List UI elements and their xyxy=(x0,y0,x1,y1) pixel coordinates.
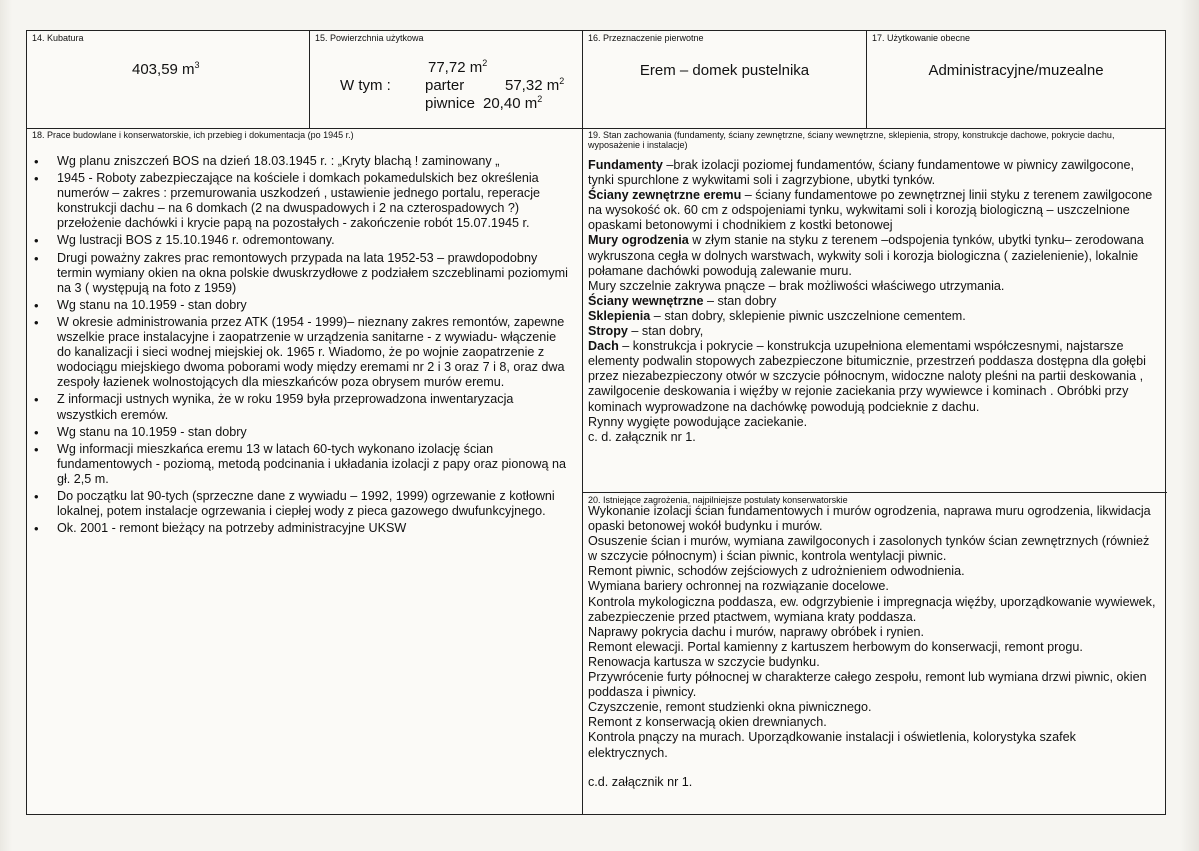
list-item: • Do początku lat 90-tych (sprzeczne dane z wywiadu – 1992, 1999) ogrzewanie z kotłowni lokalnej, potem instalacje ogrzewania i ciepłej wody z pieca gazowego dwufunkcyjnego. xyxy=(57,489,573,519)
list-item: Wykonanie izolacji ścian fundamentowych i murów ogrodzenia, naprawa muru ogrodzenia, likwidacja opaski betonowej wokół budynku i murów. xyxy=(588,504,1151,534)
list-item: • Drugi poważny zakres prac remontowych przypada na lata 1952-53 – prawdopodobny termin wymiany okien na okna polskie dwuskrzydłowe z podziałem szczeblinami poziomymi na 3 ( występują na foto z 1959) xyxy=(57,251,573,296)
conservation-record-form xyxy=(26,30,1166,815)
para-sklepienia: Sklepienia – stan dobry, sklepienie piwnic uszczelnione cementem. xyxy=(588,308,966,323)
section-20-label: 20. Istniejące zagrożenia, najpilniejsze postulaty konserwatorskie xyxy=(588,495,848,505)
cell-powierzchnia xyxy=(310,31,583,128)
para-stropy: Stropy – stan dobry, xyxy=(588,324,704,339)
list-item: Osuszenie ścian i murów, wymiana zawilgoconych i zasolonych tynków ścian zewnętrznych (również w szczycie północnym) i ścian piwnic, kontrola wentylacji piwnic. xyxy=(588,534,1150,564)
section-20-cd: c.d. załącznik nr 1. xyxy=(588,774,693,789)
cell-przeznaczenie xyxy=(583,31,867,128)
para-dach: Dach – konstrukcja i pokrycie – konstrukcja uzupełniona elementami współczesnymi, najstarsze elementy podwalin stopowych zabezpieczone bitumicznie, przestrzeń poddasza dostępna dla gołębi przez niezabezpieczony otwór w szczycie północnym, widoczne naloty pleśni na partii deskowania , zawilgocenie deskowania i więźby w rejonie zaciekania przy wywiewce i kominach . Obróbki przy kominach wyprowadzone na dachówkę powodują podcieknie z dachu. xyxy=(588,339,1146,414)
list-item: • Wg stanu na 10.1959 - stan dobry xyxy=(57,298,573,313)
para-rynny: Rynny wygięte powodujące zaciekanie. xyxy=(588,414,808,429)
list-item: Wymiana bariery ochronnej na rozwiązanie docelowe. xyxy=(588,579,889,594)
section-19-stan xyxy=(583,128,1167,493)
para-cd: c. d. załącznik nr 1. xyxy=(588,429,696,444)
value-powierzchnia-total: 77,72 $m^2$ xyxy=(428,58,488,76)
section-18-prace xyxy=(27,128,583,814)
list-item: • Wg informacji mieszkańca eremu 13 w latach 60-tych wykonano izolację ścian fundamentowych - poziomą, metodą podcinania i układania izolacji z papy oraz pionową na gł. 2,5 m. xyxy=(57,442,573,487)
section-18-list xyxy=(27,154,583,538)
list-item: • Wg planu zniszczeń BOS na dzień 18.03.1945 r. : „Kryty blachą ! zaminowany „ xyxy=(57,154,573,169)
section-19-text xyxy=(588,158,1158,445)
value-kubatura: 403,59 $m^3$ xyxy=(132,60,200,78)
section-18-label: 18. Prace budowlane i konserwatorskie, ich przebieg i dokumentacja (po 1945 r.) xyxy=(32,130,354,140)
cell-kubatura xyxy=(27,31,310,128)
label-kubatura: 14. Kubatura xyxy=(32,33,84,43)
list-item: Renowacja kartusza w szczycie budynku. xyxy=(588,654,820,669)
section-19-label: 19. Stan zachowania (fundamenty, ściany zewnętrzne, ściany wewnętrzne, sklepienia, stropy, konstrukcje dachowe, pokrycie dachu, wyposażenie i instalacje) xyxy=(588,130,1115,150)
list-item: • Wg lustracji BOS z 15.10.1946 r. odremontowany. xyxy=(57,233,573,248)
value-uzytkowanie: Administracyjne/muzealne xyxy=(928,62,1104,79)
value-przeznaczenie: Erem – domek pustelnika xyxy=(639,62,810,79)
row-piwnice: piwnice 20,40 $m^2$ xyxy=(425,94,543,112)
para-mury: Mury ogrodzenia w złym stanie na styku z terenem –odspojenia tynków, ubytki tynku– zerodowana wykruszona cegła w dolnych warstwach, wykwity soli i korozja biologiczna ( zazielenienie), lokalnie połamane dachówki powodują zalewanie muru. xyxy=(588,233,1144,278)
list-item: Remont elewacji. Portal kamienny z kartuszem herbowym do konserwacji, remont progu. xyxy=(588,639,1083,654)
list-item: Kontrola mykologiczna poddasza, ew. odgrzybienie i impregnacja więźby, uporządkowanie wywiewek, zabezpieczenie przed ptactwem, wymiana kraty poddasza. xyxy=(588,594,1156,624)
list-item: • Wg stanu na 10.1959 - stan dobry xyxy=(57,425,573,440)
list-item: • W okresie administrowania przez ATK (1954 - 1999)– nieznany zakres remontów, zapewne wszelkie prace instalacyjne i zaopatrzenie w urządzenia sanitarne - z wywiadu- włączenie do kanalizacji i sieci wodnej miejskiej ok. 1965 r. Wiadomo, że po wojnie zaopatrzenie z wodociągu miejskiego dwoma poborami wody między eremami nr 2 i 3 oraz 7 i 8, oraz dwa zespoły łazienek wolnostojących dla mieszkańców poza obrysem murów eremu. xyxy=(57,315,573,390)
para-fundamenty: Fundamenty –brak izolacji poziomej fundamentów, ściany fundamentowe w piwnicy zawilgocone, tynki spurchlone z wykwitami soli i zagrzybione, ubytki tynków. xyxy=(588,158,1134,188)
para-mury-pnacze: Mury szczelnie zakrywa pnącze – brak możliwości właściwego utrzymania. xyxy=(588,278,1005,293)
section-20-zagrozenia xyxy=(583,493,1167,814)
para-sciany-wewnetrzne: Ściany wewnętrzne – stan dobry xyxy=(588,293,777,308)
label-uzytkowanie: 17. Użytkowanie obecne xyxy=(872,33,971,43)
header-row xyxy=(27,31,1165,129)
list-item: • Z informacji ustnych wynika, że w roku 1959 była przeprowadzona inwentaryzacja wszystkich eremów. xyxy=(57,392,573,422)
list-item: • 1945 - Roboty zabezpieczające na kościele i domkach pokamedulskich bez określenia numerów – zakres : przemurowania uszkodzeń , ustawienie jednego portalu, reperacje konstrukcji dachu – na 6 domkach (2 na dwuspadowych i 2 na czterospadowych ?) przełożenie dachówki i krycie papą na pozostałych - zakończenie robót 15.07.1945 r. xyxy=(57,171,573,231)
list-item: Remont z konserwacją okien drewnianych. xyxy=(588,715,827,730)
list-item: Naprawy pokrycia dachu i murów, naprawy obróbek i rynien. xyxy=(588,624,924,639)
list-item: • Ok. 2001 - remont bieżący na potrzeby administracyjne UKSW xyxy=(57,521,573,536)
body-row xyxy=(27,128,1165,814)
label-przeznaczenie: 16. Przeznaczenie pierwotne xyxy=(588,33,704,43)
list-item: Przywrócenie furty północnej w charakterze całego zespołu, remont lub wymiana drzwi piwnic, okien poddasza i piwnicy. xyxy=(588,670,1147,700)
list-item: Kontrola pnączy na murach. Uporządkowanie instalacji i oświetlenia, kolorystyka szafek elektrycznych. xyxy=(588,730,1076,760)
section-20-text xyxy=(588,504,1158,790)
cell-uzytkowanie xyxy=(867,31,1165,128)
row-parter: parter 57,32 $m^2$ xyxy=(425,76,565,94)
label-powierzchnia: 15. Powierzchnia użytkowa xyxy=(315,33,424,43)
list-item: Remont piwnic, schodów zejściowych z udrożnieniem odwodnienia. xyxy=(588,564,965,579)
list-item: Czyszczenie, remont studzienki okna piwnicznego. xyxy=(588,700,872,715)
para-sciany-zewnetrzne: Ściany zewnętrzne eremu – ściany fundamentowe po zewnętrznej linii styku z terenem zawilgocone na wysokość ok. 60 cm z odspojeniami tynku, wykwitami soli i korozją biologiczną – uszczelnione opaskami betonowymi i chodnikiem z kostki betonowej xyxy=(588,188,1153,233)
label-w-tym: W tym : xyxy=(340,77,391,94)
